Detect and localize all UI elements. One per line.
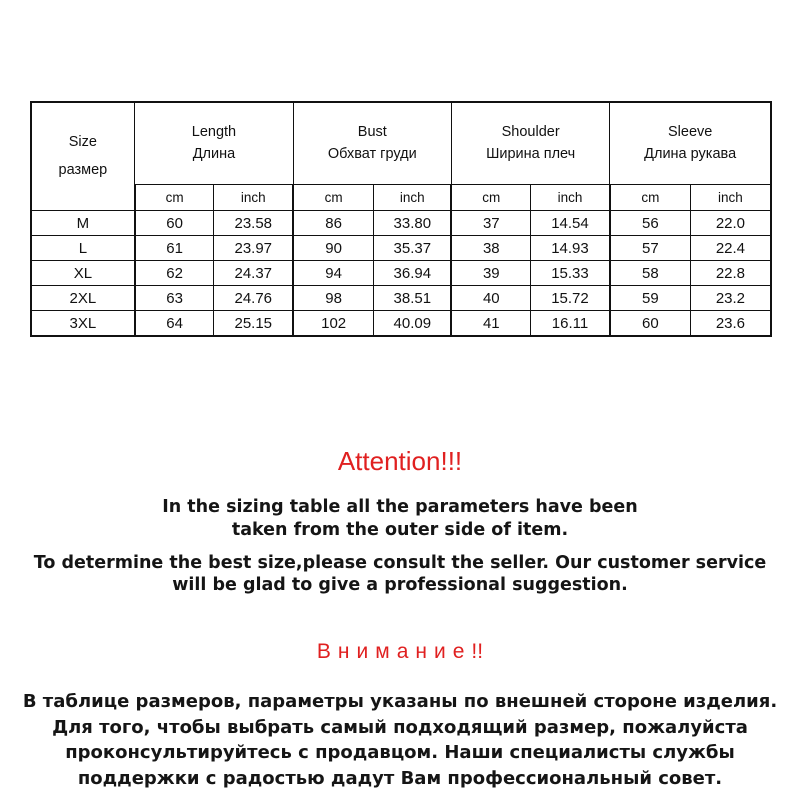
cell-length-inch: 25.15 <box>214 311 293 337</box>
cell-bust-cm: 94 <box>293 261 374 286</box>
unit-header-shoulder-inch: inch <box>531 185 610 211</box>
unit-header-length-cm: cm <box>135 185 214 211</box>
cell-sleeve-inch: 22.4 <box>690 236 771 261</box>
russian-line-3: проконсультируйтесь с продавцом. Наши специалисты службы <box>65 742 735 764</box>
cell-size: XL <box>31 261 135 286</box>
attention-ru-word: Внимание <box>316 640 472 663</box>
cell-sleeve-cm: 56 <box>610 211 691 236</box>
unit-header-sleeve-inch: inch <box>690 185 771 211</box>
group-length-en: Length <box>191 124 237 141</box>
group-bust-en: Bust <box>357 124 387 141</box>
cell-bust-cm: 98 <box>293 286 374 311</box>
cell-sleeve-cm: 59 <box>610 286 691 311</box>
cell-length-cm: 60 <box>135 211 214 236</box>
english-line-1: In the sizing table all the parameters have been <box>162 497 638 517</box>
english-line-3: To determine the best size,please consult the seller. Our customer service <box>33 552 767 573</box>
table-body <box>31 211 771 337</box>
table-group-header-row <box>31 102 771 185</box>
attention-heading-ru <box>0 597 800 662</box>
attention-heading-en: Attention!!! <box>337 446 463 476</box>
cell-shoulder-inch: 16.11 <box>531 311 610 337</box>
unit-header-sleeve-cm: cm <box>610 185 691 211</box>
english-line-4: will be glad to give a professional suggestion. <box>172 575 628 596</box>
table-header <box>31 102 771 211</box>
cell-size: M <box>31 211 135 236</box>
cell-bust-inch: 40.09 <box>374 311 452 337</box>
column-group-shoulder <box>451 102 609 185</box>
cell-shoulder-cm: 39 <box>451 261 530 286</box>
cell-length-inch: 24.76 <box>214 286 293 311</box>
cell-shoulder-inch: 14.93 <box>531 236 610 261</box>
unit-header-length-inch: inch <box>214 185 293 211</box>
cell-shoulder-cm: 38 <box>451 236 530 261</box>
column-group-bust <box>293 102 451 185</box>
cell-sleeve-cm: 57 <box>610 236 691 261</box>
cell-sleeve-inch: 23.6 <box>690 311 771 337</box>
column-group-length <box>135 102 293 185</box>
table-row <box>31 211 771 236</box>
group-bust-ru: Обхват груди <box>327 145 417 162</box>
english-line-2: taken from the outer side of item. <box>231 519 569 540</box>
cell-length-cm: 62 <box>135 261 214 286</box>
cell-bust-cm: 90 <box>293 236 374 261</box>
cell-shoulder-inch: 15.72 <box>531 286 610 311</box>
cell-bust-inch: 38.51 <box>374 286 452 311</box>
table-row <box>31 236 771 261</box>
table-row <box>31 286 771 311</box>
column-group-sleeve <box>610 102 771 185</box>
cell-length-inch: 24.37 <box>214 261 293 286</box>
cell-bust-inch: 36.94 <box>374 261 452 286</box>
cell-length-inch: 23.58 <box>214 211 293 236</box>
group-sleeve-en: Sleeve <box>667 124 713 141</box>
russian-line-2: Для того, чтобы выбрать самый подходящий размер, пожалуйста <box>52 716 748 738</box>
cell-sleeve-cm: 60 <box>610 311 691 337</box>
table-row <box>31 261 771 286</box>
cell-size: L <box>31 236 135 261</box>
cell-length-cm: 61 <box>135 236 214 261</box>
cell-length-cm: 63 <box>135 286 214 311</box>
notice-section <box>0 440 800 791</box>
unit-header-bust-inch: inch <box>374 185 452 211</box>
cell-bust-inch: 33.80 <box>374 211 452 236</box>
russian-line-4: поддержки с радостью дадут Вам профессиональный совет. <box>77 767 723 789</box>
cell-size: 3XL <box>31 311 135 337</box>
group-shoulder-en: Shoulder <box>501 124 560 141</box>
cell-sleeve-inch: 22.8 <box>690 261 771 286</box>
table-unit-header-row <box>31 185 771 211</box>
russian-notice-text <box>0 662 800 791</box>
size-header-en: Size <box>68 133 97 150</box>
size-header-ru: размер <box>58 161 108 178</box>
table-row <box>31 311 771 337</box>
cell-length-cm: 64 <box>135 311 214 337</box>
cell-shoulder-inch: 15.33 <box>531 261 610 286</box>
cell-bust-cm: 86 <box>293 211 374 236</box>
cell-shoulder-cm: 40 <box>451 286 530 311</box>
cell-sleeve-cm: 58 <box>610 261 691 286</box>
cell-sleeve-inch: 23.2 <box>690 286 771 311</box>
size-chart-table-container <box>30 101 772 337</box>
cell-sleeve-inch: 22.0 <box>690 211 771 236</box>
cell-bust-cm: 102 <box>293 311 374 337</box>
unit-header-bust-cm: cm <box>293 185 374 211</box>
column-header-size <box>31 102 135 211</box>
cell-shoulder-inch: 14.54 <box>531 211 610 236</box>
english-notice-text <box>0 474 800 597</box>
russian-line-1: В таблице размеров, параметры указаны по внешней стороне изделия. <box>22 691 778 712</box>
attention-ru-exclamations: !! <box>471 640 484 663</box>
unit-header-shoulder-cm: cm <box>451 185 530 211</box>
group-shoulder-ru: Ширина плеч <box>486 145 576 162</box>
size-chart-table <box>30 101 772 337</box>
group-sleeve-ru: Длина рукава <box>644 145 737 162</box>
cell-shoulder-cm: 37 <box>451 211 530 236</box>
cell-size: 2XL <box>31 286 135 311</box>
cell-shoulder-cm: 41 <box>451 311 530 337</box>
group-length-ru: Длина <box>192 145 236 162</box>
cell-length-inch: 23.97 <box>214 236 293 261</box>
cell-bust-inch: 35.37 <box>374 236 452 261</box>
